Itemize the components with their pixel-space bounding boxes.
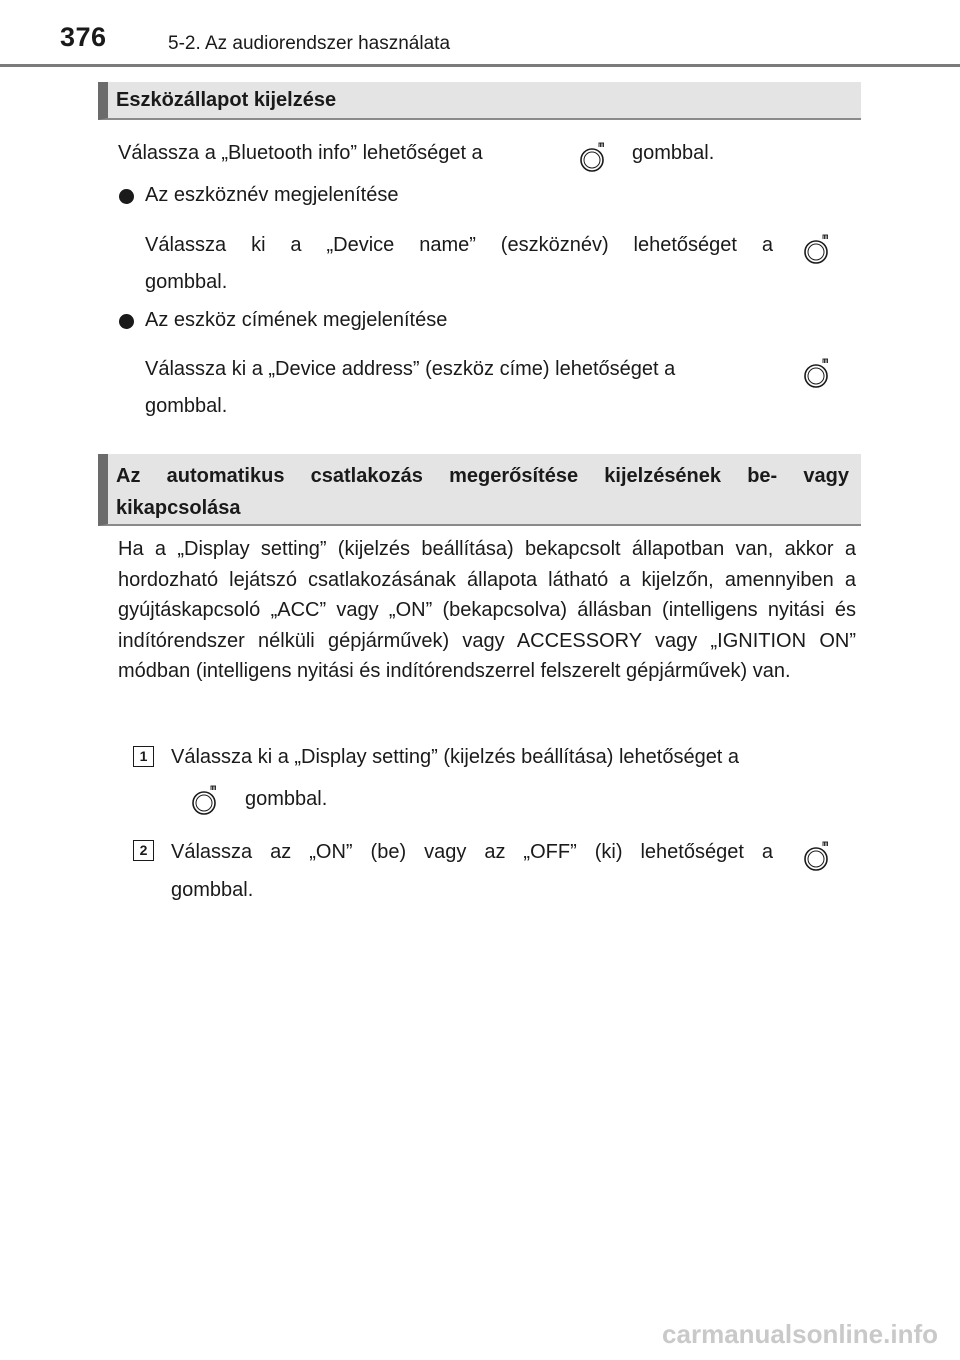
- item-text-device-address-line2: gombbal.: [145, 395, 228, 417]
- item-text-device-address-line1: Válassza ki a „Device address” (eszköz címe) lehetőséget a: [145, 358, 676, 380]
- item-text-device-name-line2: gombbal.: [145, 271, 228, 293]
- watermark: carmanualsonline.info: [662, 1319, 938, 1349]
- section-heading-device-status: Eszközállapot kijelzése: [98, 82, 861, 120]
- step2-text-line2: gombbal.: [171, 879, 254, 901]
- section-header-title: 5-2. Az audiorendszer használata: [168, 33, 451, 54]
- step2-text-line1: Válassza az „ON” (be) vagy az „OFF” (ki) lehetőséget a: [171, 841, 773, 863]
- item-heading-device-address: Az eszköz címének megjelenítése: [145, 309, 448, 331]
- intro-text-before: Válassza a „Bluetooth info” lehetőséget a: [118, 142, 483, 164]
- intro-text-after: gombbal.: [632, 142, 715, 164]
- item-text-device-name-line1: Válassza ki a „Device name” (eszköznév) lehetőséget a: [145, 234, 773, 256]
- bullet-dot: [119, 314, 134, 329]
- tune-knob-icon: [577, 139, 607, 175]
- body-paragraph: Ha a „Display setting” (kijelzés beállítása) bekapcsolt állapotban van, akkor a hordozható lejátszó csatlakozásának állapota látható a kijelzőn, amennyiben a gyújtáskapcsoló „ACC” vagy „ON” (bekapcsolva) állásban (intelligens nyitási és indítórendszer nélküli gépjárművek) vagy ACCESSORY vagy „IGNITION ON” módban (intelligens nyitási és indítórendszerrel felszerelt gépjárművek) van.: [118, 538, 856, 682]
- tune-knob-icon: [801, 231, 831, 267]
- item-heading-device-name: Az eszköznév megjelenítése: [145, 184, 399, 206]
- section-heading-auto-connect: Az automatikus csatlakozás megerősítése kijelzésének be- vagy kikapcsolása: [98, 454, 861, 526]
- step-number-2: 2: [133, 840, 154, 861]
- tune-knob-icon: [801, 838, 831, 874]
- step1-text-line1: Válassza ki a „Display setting” (kijelzés beállítása) lehetőséget a: [171, 746, 740, 768]
- step-number-1: 1: [133, 746, 154, 767]
- page-number: 376: [60, 22, 107, 52]
- step1-text-line2: gombbal.: [245, 788, 328, 810]
- header-divider: [0, 64, 960, 67]
- bullet-dot: [119, 189, 134, 204]
- tune-knob-icon: [189, 782, 219, 818]
- tune-knob-icon: [801, 355, 831, 391]
